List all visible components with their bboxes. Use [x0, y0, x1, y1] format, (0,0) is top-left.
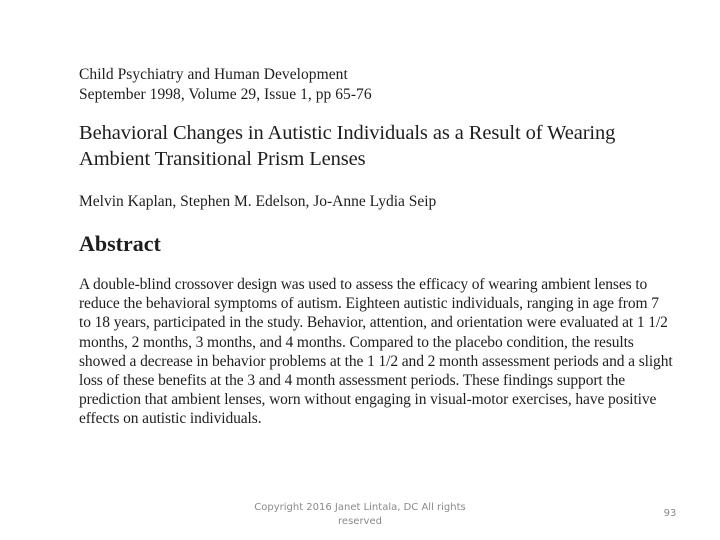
journal-issue: September 1998, Volume 29, Issue 1, pp 65-76: [79, 86, 372, 103]
abstract-line: to 18 years, participated in the study. Behavior, attention, and orientation were evaluated at 1 1/2: [79, 314, 668, 332]
paper-authors: Melvin Kaplan, Stephen M. Edelson, Jo-Anne Lydia Seip: [79, 193, 437, 210]
paper-title: [79, 120, 699, 172]
page-number: 93: [663, 508, 677, 519]
abstract-line: loss of these benefits at the 3 and 4 month assessment periods. These findings support the: [79, 372, 626, 390]
copyright-line: Copyright 2016 Janet Lintala, DC All rights: [254, 502, 466, 513]
abstract-body: [79, 275, 719, 429]
abstract-line: showed a decrease in behavior problems at the 1 1/2 and 2 month assessment periods and a slight: [79, 352, 673, 370]
abstract-line: effects on autistic individuals.: [79, 410, 262, 428]
abstract-line: A double-blind crossover design was used to assess the efficacy of wearing ambient lenses to: [79, 276, 648, 293]
footer-copyright: [230, 501, 490, 529]
abstract-line: reduce the behavioral symptoms of autism. Eighteen autistic individuals, ranging in age from 7: [79, 295, 659, 313]
paper-title-line: Behavioral Changes in Autistic Individuals as a Result of Wearing: [79, 122, 616, 144]
copyright-line: reserved: [338, 516, 382, 527]
abstract-line: prediction that ambient lenses, worn without engaging in visual-motor exercises, have positive: [79, 391, 657, 409]
journal-name: Child Psychiatry and Human Development: [79, 66, 348, 83]
abstract-line: months, 2 months, 3 months, and 4 months. Compared to the placebo condition, the results: [79, 333, 634, 351]
paper-title-line: Ambient Transitional Prism Lenses: [79, 148, 366, 170]
abstract-heading: Abstract: [79, 231, 161, 256]
journal-citation: [79, 65, 372, 105]
